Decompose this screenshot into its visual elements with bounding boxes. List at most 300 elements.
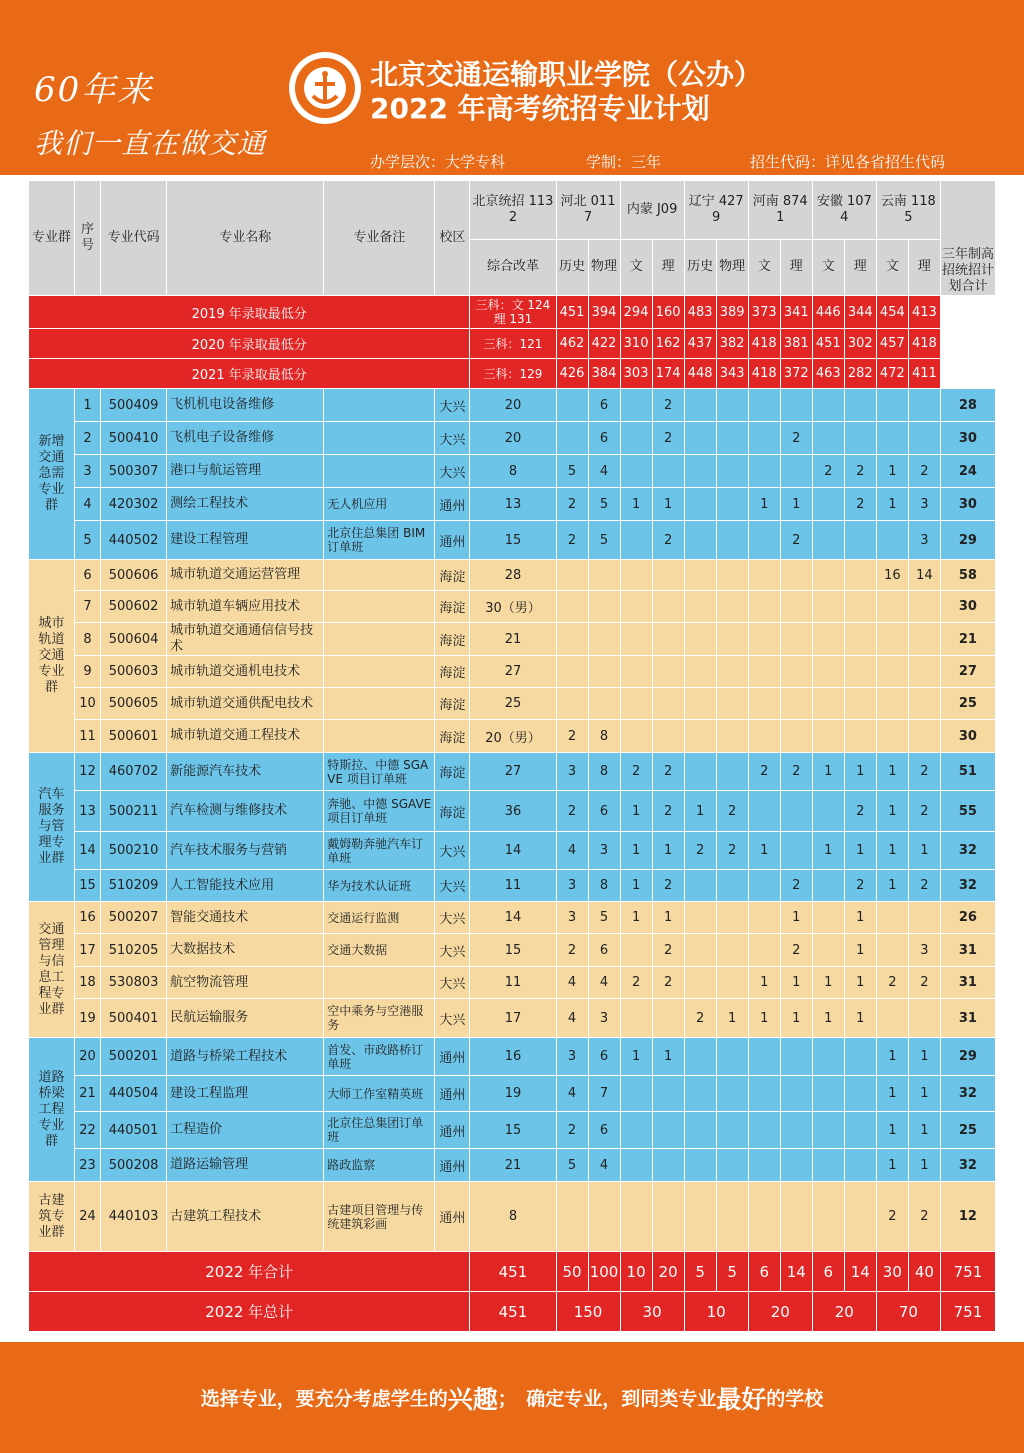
quota-cell bbox=[748, 1149, 780, 1182]
quota-cell: 3 bbox=[908, 488, 940, 521]
note-cell bbox=[324, 720, 435, 753]
quota-cell bbox=[652, 1182, 684, 1252]
quota-cell: 2 bbox=[684, 999, 716, 1038]
quota-cell bbox=[620, 1182, 652, 1252]
code-cell: 500606 bbox=[101, 560, 167, 591]
quota-cell bbox=[652, 999, 684, 1038]
quota-cell bbox=[780, 1076, 812, 1112]
score-row bbox=[29, 329, 996, 359]
seq-cell: 17 bbox=[75, 934, 101, 967]
code-cell: 420302 bbox=[101, 488, 167, 521]
quota-cell bbox=[748, 422, 780, 455]
note-cell: 奔驰、中德 SGAVE 项目订单班 bbox=[324, 791, 435, 832]
quota-cell bbox=[684, 560, 716, 591]
code-cell: 460702 bbox=[101, 753, 167, 791]
quota-cell bbox=[716, 870, 748, 902]
quota-cell: 1 bbox=[844, 753, 876, 791]
quota-cell bbox=[620, 422, 652, 455]
campus-cell: 大兴 bbox=[435, 902, 470, 934]
code-cell: 440501 bbox=[101, 1112, 167, 1149]
quota-cell bbox=[780, 623, 812, 656]
quota-cell: 3 bbox=[588, 832, 620, 870]
quota-cell: 1 bbox=[748, 832, 780, 870]
campus-cell: 海淀 bbox=[435, 753, 470, 791]
title-line2: 2022 年高考统招专业计划 bbox=[370, 92, 710, 125]
quota-cell: 2 bbox=[780, 870, 812, 902]
group-label: 新增交通急需专业群 bbox=[29, 389, 75, 560]
quota-cell: 1 bbox=[780, 999, 812, 1038]
quota-cell bbox=[876, 934, 908, 967]
quota-cell bbox=[588, 591, 620, 623]
quota-cell bbox=[716, 488, 748, 521]
quota-cell bbox=[812, 389, 844, 422]
quota-cell: 2 bbox=[652, 422, 684, 455]
motto-bold2: 最好 bbox=[716, 1384, 767, 1414]
quota-cell bbox=[748, 720, 780, 753]
quota-cell bbox=[588, 560, 620, 591]
total-cell: 24 bbox=[940, 455, 995, 488]
seq-cell: 20 bbox=[75, 1038, 101, 1076]
campus-cell: 通州 bbox=[435, 1149, 470, 1182]
beijing-cell: 14 bbox=[470, 832, 556, 870]
seq-cell: 16 bbox=[75, 902, 101, 934]
quota-cell bbox=[716, 1076, 748, 1112]
note-cell: 空中乘务与空港服务 bbox=[324, 999, 435, 1038]
quota-cell bbox=[812, 1076, 844, 1112]
note-cell bbox=[324, 656, 435, 688]
quota-cell: 1 bbox=[748, 999, 780, 1038]
quota-cell: 3 bbox=[556, 870, 588, 902]
name-cell: 城市轨道交通供配电技术 bbox=[167, 688, 324, 720]
note-cell bbox=[324, 967, 435, 999]
quota-cell bbox=[620, 720, 652, 753]
quota-cell: 1 bbox=[908, 1149, 940, 1182]
quota-cell bbox=[748, 455, 780, 488]
quota-cell: 4 bbox=[556, 1076, 588, 1112]
note-cell: 古建项目管理与传统建筑彩画 bbox=[324, 1182, 435, 1252]
quota-cell bbox=[620, 455, 652, 488]
quota-cell bbox=[812, 1038, 844, 1076]
quota-cell bbox=[908, 999, 940, 1038]
code-cell: 510205 bbox=[101, 934, 167, 967]
quota-cell bbox=[812, 1149, 844, 1182]
quota-cell: 4 bbox=[588, 1149, 620, 1182]
score-value: 472 bbox=[876, 359, 908, 389]
beijing-cell: 15 bbox=[470, 934, 556, 967]
quota-cell: 4 bbox=[588, 967, 620, 999]
code-cell: 500207 bbox=[101, 902, 167, 934]
code-cell: 440103 bbox=[101, 1182, 167, 1252]
quota-cell bbox=[908, 623, 940, 656]
sub-yunnan-wen: 文 bbox=[876, 239, 908, 295]
quota-cell bbox=[620, 688, 652, 720]
name-cell: 新能源汽车技术 bbox=[167, 753, 324, 791]
quota-cell: 2 bbox=[556, 521, 588, 560]
quota-cell bbox=[684, 623, 716, 656]
score-value: 418 bbox=[908, 329, 940, 359]
score-value: 373 bbox=[748, 296, 780, 329]
quota-cell bbox=[812, 623, 844, 656]
beijing-cell: 27 bbox=[470, 656, 556, 688]
quota-cell: 4 bbox=[556, 967, 588, 999]
name-cell: 大数据技术 bbox=[167, 934, 324, 967]
quota-cell bbox=[812, 422, 844, 455]
quota-cell: 2 bbox=[812, 455, 844, 488]
quota-cell bbox=[716, 422, 748, 455]
table-row bbox=[29, 1076, 996, 1112]
quota-cell: 2 bbox=[556, 488, 588, 521]
note-cell: 首发、市政路桥订单班 bbox=[324, 1038, 435, 1076]
score-beijing: 三科：文 124 理 131 bbox=[470, 296, 556, 329]
total-cell: 28 bbox=[940, 389, 995, 422]
quota-cell bbox=[684, 688, 716, 720]
quota-cell bbox=[844, 720, 876, 753]
note-cell bbox=[324, 389, 435, 422]
quota-cell bbox=[684, 455, 716, 488]
quota-cell bbox=[812, 560, 844, 591]
quota-cell bbox=[844, 521, 876, 560]
quota-cell bbox=[716, 934, 748, 967]
total-value: 30 bbox=[620, 1292, 684, 1332]
slogan-line2: 我们一直在做交通 bbox=[34, 127, 267, 160]
quota-cell bbox=[876, 688, 908, 720]
sum-2022-row bbox=[29, 1252, 996, 1292]
note-cell bbox=[324, 623, 435, 656]
sum-value: 14 bbox=[780, 1252, 812, 1292]
total-cell: 58 bbox=[940, 560, 995, 591]
quota-cell bbox=[684, 389, 716, 422]
campus-cell: 海淀 bbox=[435, 623, 470, 656]
table-row bbox=[29, 488, 996, 521]
grand-total: 751 bbox=[940, 1292, 995, 1332]
beijing-cell: 19 bbox=[470, 1076, 556, 1112]
quota-cell bbox=[684, 870, 716, 902]
table-row bbox=[29, 623, 996, 656]
quota-cell: 1 bbox=[716, 999, 748, 1038]
quota-cell bbox=[716, 720, 748, 753]
note-cell: 大师工作室精英班 bbox=[324, 1076, 435, 1112]
total-cell: 25 bbox=[940, 688, 995, 720]
total-label: 2022 年总计 bbox=[29, 1292, 470, 1332]
total-value: 70 bbox=[876, 1292, 940, 1332]
campus-cell: 海淀 bbox=[435, 560, 470, 591]
quota-cell bbox=[748, 521, 780, 560]
quota-cell: 2 bbox=[556, 1112, 588, 1149]
quota-cell bbox=[620, 389, 652, 422]
seq-cell: 15 bbox=[75, 870, 101, 902]
note-cell: 路政监察 bbox=[324, 1149, 435, 1182]
table-row bbox=[29, 591, 996, 623]
quota-cell: 1 bbox=[844, 967, 876, 999]
quota-cell bbox=[748, 934, 780, 967]
quota-cell bbox=[716, 623, 748, 656]
quota-cell: 2 bbox=[876, 1182, 908, 1252]
quota-cell: 1 bbox=[652, 488, 684, 521]
quota-cell: 1 bbox=[876, 1038, 908, 1076]
quota-cell: 1 bbox=[812, 967, 844, 999]
score-value: 451 bbox=[812, 329, 844, 359]
sum-label: 2022 年合计 bbox=[29, 1252, 470, 1292]
sub-yunnan-li: 理 bbox=[908, 239, 940, 295]
score-value: 418 bbox=[748, 329, 780, 359]
score-value: 462 bbox=[556, 329, 588, 359]
quota-cell bbox=[716, 902, 748, 934]
code-cell: 500410 bbox=[101, 422, 167, 455]
quota-cell bbox=[844, 591, 876, 623]
note-cell bbox=[324, 422, 435, 455]
quota-cell bbox=[876, 389, 908, 422]
quota-cell bbox=[556, 389, 588, 422]
beijing-cell: 27 bbox=[470, 753, 556, 791]
quota-cell bbox=[652, 688, 684, 720]
quota-cell: 1 bbox=[844, 832, 876, 870]
beijing-cell: 20（男） bbox=[470, 720, 556, 753]
quota-cell: 2 bbox=[908, 870, 940, 902]
sub-hebei-hist: 历史 bbox=[556, 239, 588, 295]
code-cell: 500211 bbox=[101, 791, 167, 832]
seq-cell: 23 bbox=[75, 1149, 101, 1182]
note-cell: 戴姆勒奔驰汽车订单班 bbox=[324, 832, 435, 870]
quota-cell: 4 bbox=[588, 455, 620, 488]
quota-cell: 5 bbox=[556, 455, 588, 488]
quota-cell: 1 bbox=[908, 1038, 940, 1076]
quota-cell: 1 bbox=[620, 791, 652, 832]
sum-value: 30 bbox=[876, 1252, 908, 1292]
name-cell: 城市轨道交通运营管理 bbox=[167, 560, 324, 591]
col-liaoning: 辽宁 4279 bbox=[684, 181, 748, 240]
name-cell: 航空物流管理 bbox=[167, 967, 324, 999]
quota-cell bbox=[684, 422, 716, 455]
campus-cell: 大兴 bbox=[435, 389, 470, 422]
quota-cell bbox=[620, 934, 652, 967]
quota-cell: 3 bbox=[556, 753, 588, 791]
campus-cell: 通州 bbox=[435, 1038, 470, 1076]
quota-cell bbox=[716, 389, 748, 422]
quota-cell: 1 bbox=[876, 870, 908, 902]
quota-cell bbox=[748, 591, 780, 623]
quota-cell: 1 bbox=[876, 1076, 908, 1112]
quota-cell: 1 bbox=[780, 902, 812, 934]
code-cell: 500401 bbox=[101, 999, 167, 1038]
note-cell: 华为技术认证班 bbox=[324, 870, 435, 902]
total-cell: 25 bbox=[940, 1112, 995, 1149]
quota-cell bbox=[780, 560, 812, 591]
note-cell: 交通大数据 bbox=[324, 934, 435, 967]
quota-cell: 1 bbox=[684, 791, 716, 832]
code-cell: 500210 bbox=[101, 832, 167, 870]
quota-cell bbox=[684, 1076, 716, 1112]
quota-cell: 2 bbox=[652, 521, 684, 560]
quota-cell: 6 bbox=[588, 934, 620, 967]
quota-cell bbox=[620, 623, 652, 656]
quota-cell bbox=[620, 999, 652, 1038]
quota-cell: 16 bbox=[876, 560, 908, 591]
score-value: 426 bbox=[556, 359, 588, 389]
col-beijing-sub: 综合改革 bbox=[470, 239, 556, 295]
quota-cell: 2 bbox=[908, 967, 940, 999]
quota-cell: 1 bbox=[876, 1149, 908, 1182]
note-cell: 无人机应用 bbox=[324, 488, 435, 521]
quota-cell: 1 bbox=[652, 832, 684, 870]
code-cell: 500208 bbox=[101, 1149, 167, 1182]
sub-henan-li: 理 bbox=[780, 239, 812, 295]
group-label: 古建筑专业群 bbox=[29, 1182, 75, 1252]
quota-cell: 1 bbox=[812, 832, 844, 870]
beijing-cell: 8 bbox=[470, 455, 556, 488]
col-name: 专业名称 bbox=[167, 181, 324, 296]
campus-cell: 大兴 bbox=[435, 967, 470, 999]
total-cell: 29 bbox=[940, 1038, 995, 1076]
score-value: 451 bbox=[556, 296, 588, 329]
seq-cell: 13 bbox=[75, 791, 101, 832]
group-label: 道路桥梁工程专业群 bbox=[29, 1038, 75, 1182]
quota-cell bbox=[876, 999, 908, 1038]
beijing-cell: 21 bbox=[470, 1149, 556, 1182]
seq-cell: 1 bbox=[75, 389, 101, 422]
quota-cell bbox=[620, 1076, 652, 1112]
table-row bbox=[29, 753, 996, 791]
score-value: 310 bbox=[620, 329, 652, 359]
name-cell: 古建筑工程技术 bbox=[167, 1182, 324, 1252]
quota-cell: 6 bbox=[588, 791, 620, 832]
campus-cell: 海淀 bbox=[435, 656, 470, 688]
quota-cell bbox=[684, 656, 716, 688]
name-cell: 港口与航运管理 bbox=[167, 455, 324, 488]
total-cell: 30 bbox=[940, 591, 995, 623]
col-group: 专业群 bbox=[29, 181, 75, 296]
quota-cell bbox=[780, 591, 812, 623]
quota-cell bbox=[684, 1112, 716, 1149]
quota-cell bbox=[812, 902, 844, 934]
total-cell: 32 bbox=[940, 1149, 995, 1182]
quota-cell bbox=[748, 560, 780, 591]
table-row bbox=[29, 1038, 996, 1076]
quota-cell: 1 bbox=[620, 1038, 652, 1076]
total-cell: 21 bbox=[940, 623, 995, 656]
quota-cell bbox=[780, 389, 812, 422]
total-cell: 32 bbox=[940, 832, 995, 870]
sum-total: 751 bbox=[940, 1252, 995, 1292]
beijing-cell: 14 bbox=[470, 902, 556, 934]
quota-cell bbox=[652, 623, 684, 656]
quota-cell: 8 bbox=[588, 753, 620, 791]
table-row bbox=[29, 521, 996, 560]
quota-cell bbox=[684, 1038, 716, 1076]
plan-table-container bbox=[28, 180, 996, 1332]
code-cell: 500307 bbox=[101, 455, 167, 488]
quota-cell: 1 bbox=[844, 934, 876, 967]
beijing-cell: 20 bbox=[470, 389, 556, 422]
table-row bbox=[29, 902, 996, 934]
quota-cell: 1 bbox=[620, 870, 652, 902]
quota-cell: 14 bbox=[908, 560, 940, 591]
quota-cell bbox=[588, 656, 620, 688]
quota-cell: 2 bbox=[908, 1182, 940, 1252]
score-value: 394 bbox=[588, 296, 620, 329]
beijing-cell: 20 bbox=[470, 422, 556, 455]
note-cell bbox=[324, 560, 435, 591]
quota-cell bbox=[812, 720, 844, 753]
name-cell: 城市轨道车辆应用技术 bbox=[167, 591, 324, 623]
sum-value: 50 bbox=[556, 1252, 588, 1292]
quota-cell bbox=[620, 1149, 652, 1182]
score-value: 446 bbox=[812, 296, 844, 329]
quota-cell bbox=[684, 753, 716, 791]
campus-cell: 大兴 bbox=[435, 934, 470, 967]
score-value: 344 bbox=[844, 296, 876, 329]
quota-cell bbox=[780, 1182, 812, 1252]
quota-cell: 2 bbox=[556, 720, 588, 753]
score-value: 294 bbox=[620, 296, 652, 329]
motto-bold1: 兴趣 bbox=[447, 1384, 498, 1414]
quota-cell: 1 bbox=[844, 902, 876, 934]
campus-cell: 海淀 bbox=[435, 591, 470, 623]
quota-cell bbox=[652, 720, 684, 753]
quota-cell bbox=[812, 791, 844, 832]
quota-cell bbox=[684, 1149, 716, 1182]
quota-cell: 3 bbox=[908, 521, 940, 560]
group-label: 汽车服务与管理专业群 bbox=[29, 753, 75, 902]
quota-cell bbox=[620, 1112, 652, 1149]
quota-cell: 7 bbox=[588, 1076, 620, 1112]
score-value: 384 bbox=[588, 359, 620, 389]
seq-cell: 9 bbox=[75, 656, 101, 688]
quota-cell bbox=[908, 591, 940, 623]
quota-cell bbox=[780, 1038, 812, 1076]
quota-cell bbox=[748, 688, 780, 720]
quota-cell bbox=[908, 720, 940, 753]
quota-cell bbox=[620, 560, 652, 591]
quota-cell bbox=[844, 1112, 876, 1149]
sub-hebei-phys: 物理 bbox=[588, 239, 620, 295]
score-value: 174 bbox=[652, 359, 684, 389]
quota-cell: 1 bbox=[620, 902, 652, 934]
quota-cell: 2 bbox=[652, 791, 684, 832]
table-row bbox=[29, 389, 996, 422]
table-row bbox=[29, 791, 996, 832]
sub-henan-wen: 文 bbox=[748, 239, 780, 295]
quota-cell bbox=[812, 1182, 844, 1252]
sum-value: 20 bbox=[652, 1252, 684, 1292]
total-cell: 30 bbox=[940, 488, 995, 521]
name-cell: 城市轨道交通机电技术 bbox=[167, 656, 324, 688]
score-label: 2020 年录取最低分 bbox=[29, 329, 470, 359]
beijing-cell: 16 bbox=[470, 1038, 556, 1076]
seq-cell: 7 bbox=[75, 591, 101, 623]
total-cell: 27 bbox=[940, 656, 995, 688]
score-value: 413 bbox=[908, 296, 940, 329]
quota-cell bbox=[716, 688, 748, 720]
table-row bbox=[29, 1149, 996, 1182]
sum-value: 5 bbox=[684, 1252, 716, 1292]
campus-cell: 大兴 bbox=[435, 832, 470, 870]
quota-cell: 2 bbox=[780, 934, 812, 967]
name-cell: 飞机机电设备维修 bbox=[167, 389, 324, 422]
quota-cell: 1 bbox=[812, 999, 844, 1038]
seq-cell: 14 bbox=[75, 832, 101, 870]
seq-cell: 22 bbox=[75, 1112, 101, 1149]
quota-cell: 2 bbox=[652, 753, 684, 791]
total-cell: 51 bbox=[940, 753, 995, 791]
quota-cell bbox=[684, 488, 716, 521]
quota-cell bbox=[876, 656, 908, 688]
code-cell: 500603 bbox=[101, 656, 167, 688]
level-info: 办学层次：大学专科 bbox=[370, 153, 506, 171]
total-cell: 30 bbox=[940, 720, 995, 753]
quota-cell: 1 bbox=[620, 488, 652, 521]
seq-cell: 3 bbox=[75, 455, 101, 488]
total-cell: 31 bbox=[940, 967, 995, 999]
